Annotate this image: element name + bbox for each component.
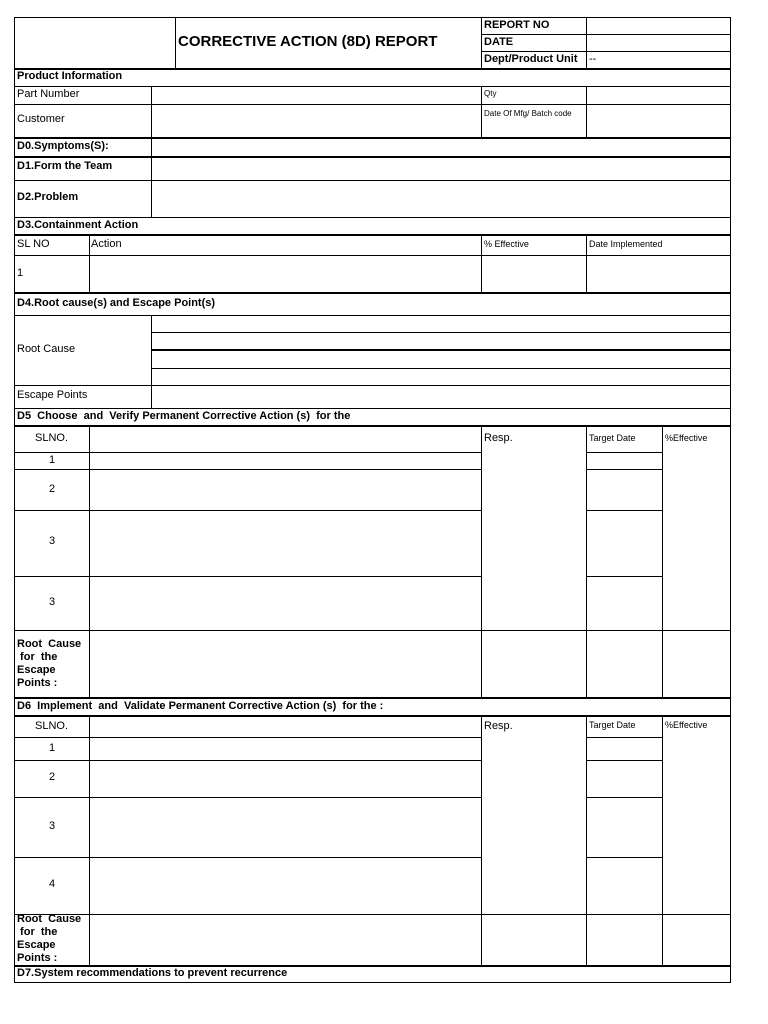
d6-col-target: Target Date bbox=[589, 720, 636, 730]
d6-row-1-action-field[interactable] bbox=[89, 737, 482, 761]
d5-row-1-action-field[interactable] bbox=[89, 452, 482, 470]
d6-escape-action-field[interactable] bbox=[89, 914, 482, 967]
d5-escape-effective-field[interactable] bbox=[662, 630, 731, 699]
d3-row-slno: 1 bbox=[17, 267, 24, 279]
d3-row-slno-cell bbox=[14, 255, 90, 294]
d6-row-1-slno: 1 bbox=[48, 742, 56, 754]
d5-row-4-target-field[interactable] bbox=[586, 576, 663, 631]
d3-col-action-cell bbox=[89, 235, 482, 256]
d5-escape-target-field[interactable] bbox=[586, 630, 663, 699]
d6-row-4-target-field[interactable] bbox=[586, 857, 663, 915]
d5-row-4-action-field[interactable] bbox=[89, 576, 482, 631]
d5-row-1-target-field[interactable] bbox=[586, 452, 663, 470]
customer-field[interactable] bbox=[151, 104, 482, 139]
d6-row-4-slno: 4 bbox=[48, 878, 56, 890]
qty-field[interactable] bbox=[586, 86, 731, 105]
date-label: DATE bbox=[484, 36, 514, 48]
d3-col-action: Action bbox=[91, 238, 122, 250]
report-no-field[interactable] bbox=[586, 17, 731, 35]
escape-points-field[interactable] bbox=[151, 385, 731, 409]
d5-escape-label-line-4: Points : bbox=[17, 677, 58, 689]
qty-label-cell bbox=[481, 86, 587, 105]
root-cause-line-1[interactable] bbox=[151, 315, 731, 333]
part-number-label: Part Number bbox=[17, 88, 80, 100]
d0-field[interactable] bbox=[151, 138, 731, 158]
d5-col-action-cell bbox=[89, 426, 482, 453]
date-field[interactable] bbox=[586, 34, 731, 52]
d5-col-effective: %Effective bbox=[665, 433, 708, 443]
d3-col-slno: SL NO bbox=[17, 238, 50, 250]
d6-row-1-target-field[interactable] bbox=[586, 737, 663, 761]
d6-escape-label-line-4: Points : bbox=[17, 952, 58, 964]
d5-resp-field[interactable] bbox=[481, 452, 587, 631]
d5-row-3-slno: 3 bbox=[48, 535, 56, 547]
qty-label: Qty bbox=[484, 89, 497, 98]
d5-row-3-target-field[interactable] bbox=[586, 510, 663, 577]
d4-heading: D4.Root cause(s) and Escape Point(s) bbox=[17, 297, 216, 309]
d5-heading: D5 Choose and Verify Permanent Corrective Action (s) for the bbox=[17, 410, 351, 422]
report-no-label: REPORT NO bbox=[484, 19, 550, 31]
escape-points-label: Escape Points bbox=[17, 389, 88, 401]
d3-heading: D3.Containment Action bbox=[17, 219, 139, 231]
d6-heading: D6 Implement and Validate Permanent Corrective Action (s) for the : bbox=[17, 700, 384, 712]
customer-label: Customer bbox=[17, 113, 65, 125]
d3-col-date: Date Implemented bbox=[589, 239, 663, 249]
d6-row-4-action-field[interactable] bbox=[89, 857, 482, 915]
d3-col-effective: % Effective bbox=[484, 239, 529, 249]
d5-escape-label-line-3: Escape bbox=[17, 664, 56, 676]
d5-row-2-action-field[interactable] bbox=[89, 469, 482, 511]
d5-row-1-slno: 1 bbox=[48, 454, 56, 466]
d7-label: D7.System recommendations to prevent recurrence bbox=[17, 967, 288, 979]
d3-row-effective-field[interactable] bbox=[481, 255, 587, 294]
d5-row-4-slno: 3 bbox=[48, 596, 56, 608]
d6-row-3-target-field[interactable] bbox=[586, 797, 663, 858]
d6-row-2-action-field[interactable] bbox=[89, 760, 482, 798]
header-logo-cell[interactable] bbox=[14, 17, 176, 70]
d5-escape-label-line-1: Root Cause bbox=[17, 638, 82, 650]
d6-row-2-slno: 2 bbox=[48, 771, 56, 783]
d5-col-slno: SLNO. bbox=[35, 432, 69, 444]
d6-effective-field[interactable] bbox=[662, 737, 731, 915]
d5-col-target: Target Date bbox=[589, 433, 636, 443]
root-cause-line-3[interactable] bbox=[151, 350, 731, 369]
mfg-date-field[interactable] bbox=[586, 104, 731, 139]
d5-row-2-slno: 2 bbox=[48, 483, 56, 495]
d6-col-slno: SLNO. bbox=[35, 720, 69, 732]
part-number-field[interactable] bbox=[151, 86, 482, 105]
d0-label: D0.Symptoms(S): bbox=[17, 140, 109, 152]
d6-escape-resp-field[interactable] bbox=[481, 914, 587, 967]
d3-row-action-field[interactable] bbox=[89, 255, 482, 294]
d6-row-2-target-field[interactable] bbox=[586, 760, 663, 798]
root-cause-line-4[interactable] bbox=[151, 368, 731, 386]
root-cause-label: Root Cause bbox=[17, 343, 76, 355]
d6-row-3-action-field[interactable] bbox=[89, 797, 482, 858]
d5-escape-label-line-2: for the bbox=[17, 651, 58, 663]
d6-escape-target-field[interactable] bbox=[586, 914, 663, 967]
d1-field[interactable] bbox=[151, 157, 731, 181]
d6-col-resp: Resp. bbox=[484, 720, 513, 732]
d6-col-action-cell bbox=[89, 716, 482, 738]
d5-col-resp: Resp. bbox=[484, 432, 513, 444]
dept-label: Dept/Product Unit bbox=[484, 53, 578, 65]
dept-value: -- bbox=[589, 53, 597, 65]
d5-row-3-action-field[interactable] bbox=[89, 510, 482, 577]
d3-row-date-field[interactable] bbox=[586, 255, 731, 294]
d5-effective-field[interactable] bbox=[662, 452, 731, 631]
d6-escape-label-line-3: Escape bbox=[17, 939, 56, 951]
mfg-date-label: Date Of Mfg/ Batch code bbox=[484, 109, 572, 118]
d6-col-effective: %Effective bbox=[665, 720, 708, 730]
d2-label: D2.Problem bbox=[17, 191, 79, 203]
d1-label: D1.Form the Team bbox=[17, 160, 113, 172]
product-info-heading: Product Information bbox=[17, 70, 123, 82]
d5-escape-resp-field[interactable] bbox=[481, 630, 587, 699]
d6-escape-label-line-1: Root Cause bbox=[17, 913, 82, 925]
d2-field[interactable] bbox=[151, 180, 731, 218]
d6-escape-label-line-2: for the bbox=[17, 926, 58, 938]
root-cause-line-2[interactable] bbox=[151, 332, 731, 351]
d5-row-2-target-field[interactable] bbox=[586, 469, 663, 511]
report-title: CORRECTIVE ACTION (8D) REPORT bbox=[178, 33, 438, 50]
d6-escape-effective-field[interactable] bbox=[662, 914, 731, 967]
d5-escape-action-field[interactable] bbox=[89, 630, 482, 699]
d6-resp-field[interactable] bbox=[481, 737, 587, 915]
d6-row-3-slno: 3 bbox=[48, 820, 56, 832]
